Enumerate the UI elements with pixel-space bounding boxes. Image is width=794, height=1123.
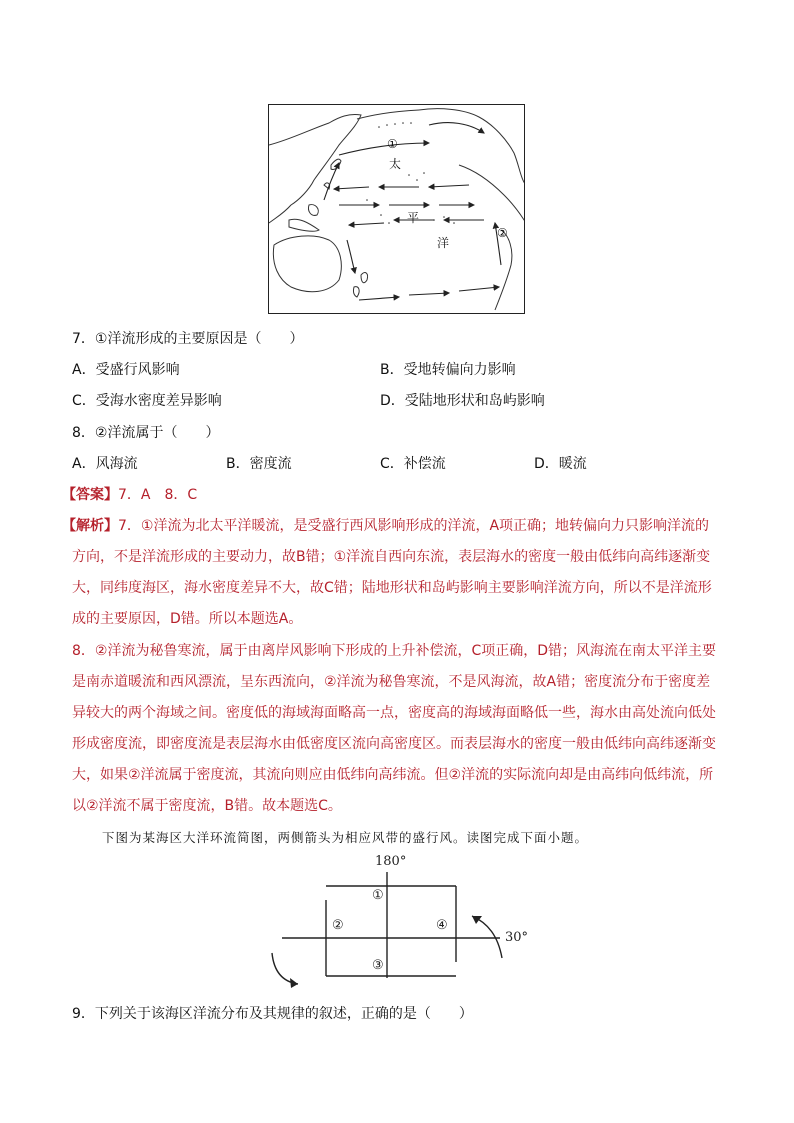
question-7-option-c: C．受海水密度差异影响 — [72, 393, 222, 409]
map-label-current-1: ① — [387, 137, 398, 151]
analysis-line-9: 大，如果②洋流属于密度流，其流向则应由低纬向高纬流。但②洋流的实际流向却是由高纬向低纬流，所 — [72, 767, 714, 783]
question-7-option-d: D．受陆地形状和岛屿影响 — [380, 393, 545, 409]
answer-tag: 【答案】 — [62, 487, 118, 503]
map-label-yang: 洋 — [437, 236, 450, 250]
question-9-stem: 9．下列关于该海区洋流分布及其规律的叙述，正确的是（ ） — [72, 1006, 473, 1022]
analysis-tag: 【解析】 — [62, 518, 118, 534]
latitude-label: 30° — [505, 930, 529, 945]
analysis-line-10: 以②洋流不属于密度流，B错。故本题选C。 — [72, 798, 342, 814]
intro-text: 下图为某海区大洋环流简图，两侧箭头为相应风带的盛行风。读图完成下面小题。 — [102, 830, 589, 845]
question-7-stem: 7．①洋流形成的主要原因是（ ） — [72, 331, 304, 347]
analysis-line-2: 方向，不是洋流形成的主要动力，故B错；①洋流自西向东流，表层海水的密度一般由低纬向高纬逐渐变 — [72, 549, 711, 565]
question-8-option-a: A．风海流 — [72, 456, 138, 472]
answer-line — [62, 484, 197, 506]
map-label-ping: 平 — [407, 211, 420, 225]
longitude-label: 180° — [375, 854, 407, 869]
analysis-line-3: 大，同纬度海区，海水密度差异不大，故C错；陆地形状和岛屿影响主要影响洋流方向，所以不是洋流形 — [72, 580, 712, 596]
circulation-lines — [262, 858, 542, 988]
map-label-tai: 太 — [389, 157, 402, 171]
question-8-stem: 8．②洋流属于（ ） — [72, 425, 220, 441]
circulation-diagram — [262, 854, 542, 988]
pacific-current-map — [268, 104, 525, 314]
analysis-line-4: 成的主要原因，D错。所以本题选A。 — [72, 611, 303, 627]
question-7-option-b: B．受地转偏向力影响 — [380, 362, 516, 378]
current-1-label: ① — [372, 888, 384, 903]
answer-text: 7．A 8．C — [118, 487, 198, 503]
analysis-line-6: 是南赤道暖流和西风漂流，呈东西流向，②洋流为秘鲁寒流，不是风海流，故A错；密度流分布于密度差 — [72, 674, 711, 690]
analysis-line-1 — [62, 515, 709, 537]
current-3-label: ③ — [372, 958, 384, 973]
question-8-option-b: B．密度流 — [226, 456, 292, 472]
question-8-option-c: C．补偿流 — [380, 456, 446, 472]
current-2-label: ② — [332, 918, 344, 933]
analysis-line-5: 8．②洋流为秘鲁寒流，属于由离岸风影响下形成的上升补偿流，C项正确，D错；风海流在南太平洋主要 — [72, 643, 717, 659]
analysis-text: 7．①洋流为北太平洋暖流，是受盛行西风影响形成的洋流，A项正确；地转偏向力只影响洋流的 — [118, 518, 710, 534]
current-4-label: ④ — [436, 918, 448, 933]
map-label-current-2: ② — [497, 226, 508, 240]
analysis-line-7: 异较大的两个海域之间。密度低的海域海面略高一点，密度高的海域海面略低一些，海水由高处流向低处 — [72, 705, 716, 721]
question-8-option-d: D．暖流 — [534, 456, 587, 472]
question-7-option-a: A．受盛行风影响 — [72, 362, 180, 378]
analysis-line-8: 形成密度流，即密度流是表层海水由低密度区流向高密度区。而表层海水的密度一般由低纬向高纬逐渐变 — [72, 736, 716, 752]
